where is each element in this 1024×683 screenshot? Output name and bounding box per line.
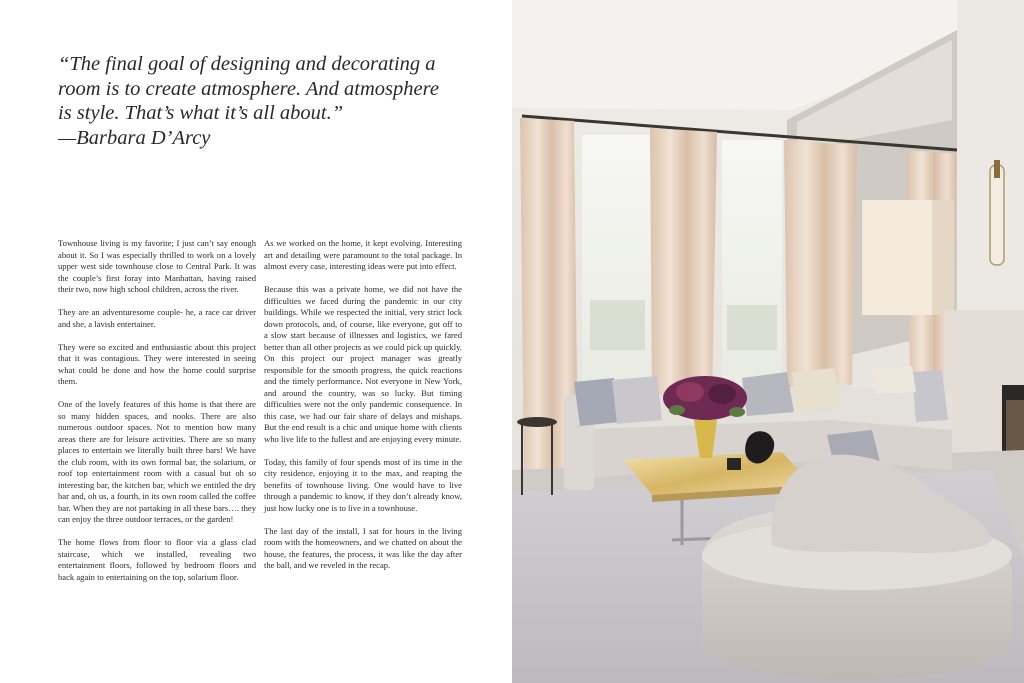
quote-line: room is to create atmosphere. And atmosphere	[58, 77, 439, 100]
flower-cluster	[708, 384, 736, 404]
paragraph: Because this was a private home, we did not have the difficulties we faced during the pandemic in our city buildings. While we respected the initial, very strict lock down protocols, and, of course, like everyone, got off to a slow start because of illnesses and logistics, we fared better than all other projects as we could pick up quickly. On this project our project manager was greatly responsible for the smooth progress, the quick reactions and the timely performance. Not everyone in New York, and around the country, was so lucky. But timing difficulties were not the only pandemic consequence. In this case, we had our fair share of delays and mishaps. But the end result is a chic and unique home with clients who live life to the fullest and are enjoying every minute.	[264, 284, 462, 444]
body-column-right	[264, 238, 462, 583]
living-room-illustration	[512, 0, 1024, 683]
quote-attribution: —Barbara D’Arcy	[58, 126, 211, 149]
paragraph: As we worked on the home, it kept evolving. Interesting art and detailing were paramount to the total package. In almost every case, interesting ideas were put into effect.	[264, 238, 462, 271]
foliage	[729, 407, 745, 417]
pillow	[912, 370, 948, 422]
window-view	[590, 300, 645, 350]
paragraph: They were so excited and enthusiastic about this project that it was contagious. They were interested in seeing what could be done and how the home could surprise them.	[58, 341, 256, 386]
body-column-left	[58, 238, 256, 595]
pillow	[872, 366, 916, 394]
quote-line: is style. That’s what it’s all about.”	[58, 102, 344, 124]
table-object	[727, 458, 741, 470]
paragraph: The last day of the install, I sat for hours in the living room with the homeowners, and we chatted on about the house, the features, the process, it was like the day after the ball, and we reveled in the recap.	[264, 525, 462, 570]
window-view	[727, 305, 777, 350]
window	[582, 135, 654, 395]
drape	[650, 128, 717, 402]
paragraph: Today, this family of four spends most of its time in the city residence, enjoying it to the max, and reaping the benefits of townhouse living. One would have to live through a pandemic to know, if they don’t already know, just how lucky one is to live in a townhouse.	[264, 456, 462, 513]
foliage	[669, 405, 685, 415]
sconce-bracket	[994, 160, 1000, 178]
living-room-photo	[512, 0, 1024, 683]
drape	[784, 140, 857, 390]
pillow	[612, 376, 662, 424]
lamp-shade	[862, 200, 937, 315]
flower-cluster	[676, 382, 704, 402]
lamp-shade-side	[932, 200, 954, 315]
pull-quote	[58, 52, 439, 150]
window	[722, 140, 782, 390]
quote-line: “The final goal of designing and decorating a	[58, 53, 436, 75]
pillow	[742, 372, 794, 416]
paragraph: Townhouse living is my favorite; I just can’t say enough about it. So I was especially thrilled to work on a lovely upper west side townhouse close to Central Park. It was the couple’s first foray into Manhattan, having raised their two, now high school children, across the river.	[58, 238, 256, 294]
paragraph: One of the lovely features of this home is that there are so many hidden spaces, and nooks. There are also numerous outdoor spaces. Not to mention how many areas there are for leisure activities. There are so many places to entertain we literally built three bars! We have the club room, with its own formal bar, the solarium, or roof top entertainment room with a casual but oh so interesting bar, the kitchen bar, which we entitled the dry bar and, oh us, a fourth, in its own room called the coffee bar. When they are not partaking in all these bars…. they can enjoy the three outdoor terraces, or the garden!	[58, 399, 256, 524]
paragraph: They are an adventuresome couple- he, a race car driver and she, a lavish entertainer.	[58, 307, 256, 329]
wall-sconce	[990, 165, 1004, 265]
paragraph: The home flows from floor to floor via a glass clad staircase, which we installed, revealing two entertainment floors, followed by bedroom floors and back again to entertaining on the top, solarium floor.	[58, 537, 256, 582]
pillow	[792, 368, 842, 414]
